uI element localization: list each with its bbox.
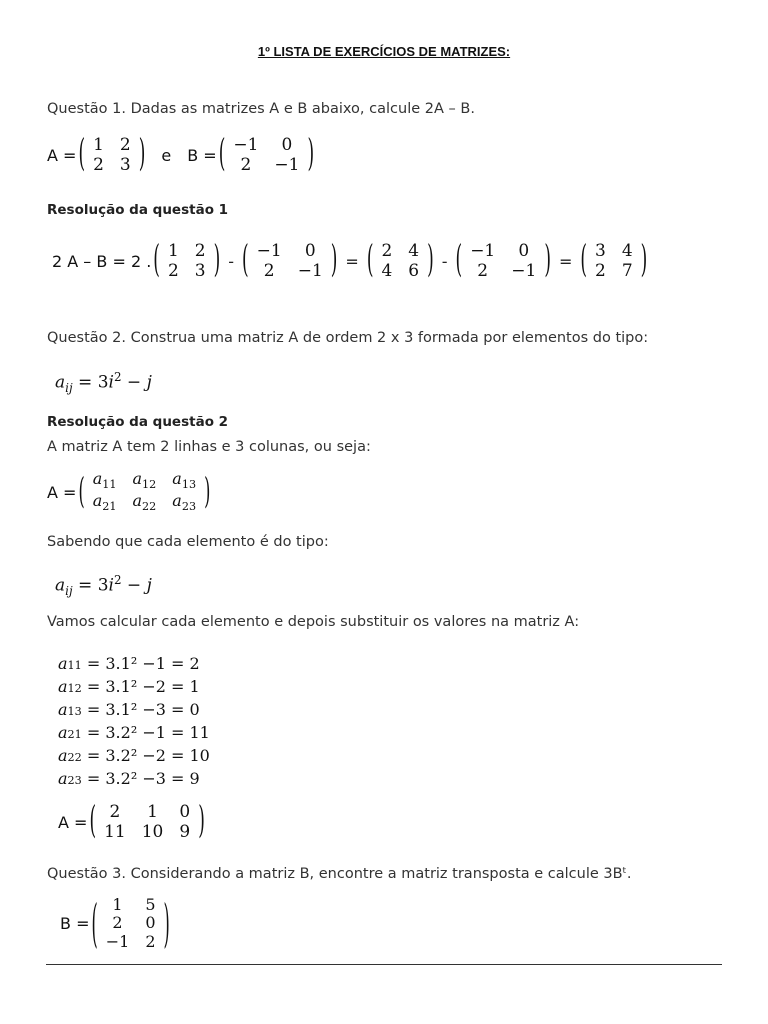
matrix-cell: 2 [263,260,275,281]
left-paren: ( [580,238,587,283]
left-paren: ( [89,799,97,844]
right-paren: ) [204,470,211,512]
res-matrix-3 [366,238,434,283]
left-paren: ( [78,470,85,512]
element-calculation-row: a 21 = 3.2² −1 = 11 [58,723,210,742]
matrix-cell: 0 [518,241,530,261]
matrix-b-3x2 [91,891,170,953]
right-paren: ) [198,799,205,844]
res-matrix-4 [455,238,551,283]
question-1-matrices [47,132,316,177]
calculation-text: Vamos calcular cada elemento e depois substituir os valores na matriz A: [47,614,580,630]
formula-aij-repeat: $a_{ij} = 3i^2 - j$ [55,573,152,599]
matrix-cell: 7 [621,260,633,281]
result-matrix-label: A = [58,813,88,833]
res-matrix-5 [580,238,648,283]
generic-matrix-equation [47,470,212,514]
matrix-cell: 1 [93,135,104,155]
matrix-cell: −1 [297,260,323,281]
right-paren: ) [427,238,434,283]
matrix-cell: 2 [381,241,393,261]
left-paren: ( [218,132,226,177]
conjunction-e: e [161,146,172,166]
matrix-cell: 2 [595,260,606,281]
matrix-cell: 1 [167,241,179,261]
matrix-cell: 2 [477,260,489,281]
equals-sign: = [345,252,359,272]
resolution-1-equation [52,238,649,283]
right-paren: ) [163,891,170,953]
left-paren: ( [78,132,86,177]
matrix-cell: 3 [119,154,131,175]
question-2-statement: Questão 2. Construa uma matriz A de ordem 2 x 3 formada por elementos do tipo: [47,330,649,346]
matrix-cell: −1 [256,241,282,261]
matrix-cell: −1 [274,154,300,175]
right-paren: ) [307,132,315,177]
question-1-statement: Questão 1. Dadas as matrizes A e B abaixo, calcule 2A – B. [47,101,475,117]
matrix-cell: $a_{13}$ [172,469,197,492]
element-type-text: Sabendo que cada elemento é do tipo: [47,534,329,550]
matrix-cell: −1 [105,931,130,951]
matrix-cell: 0 [179,802,191,822]
matrix-cell: 3 [194,260,206,281]
matrix-cell: −1 [511,260,537,281]
right-paren: ) [213,238,221,283]
document-title: 1º LISTA DE EXERCÍCIOS DE MATRIZES: [257,44,511,59]
matrix-cell: 2 [112,913,123,933]
left-paren: ( [153,238,160,283]
matrix-cell: 4 [621,241,633,261]
matrix-cell: 0 [281,135,293,155]
left-paren: ( [455,238,463,283]
left-paren: ( [91,891,98,953]
element-calculation-row: a 12 = 3.1² −2 = 1 [58,677,200,696]
matrix-cell: 4 [381,260,393,281]
left-paren: ( [366,238,374,283]
matrix-cell: 3 [595,241,606,261]
minus-sign: - [228,252,235,272]
result-matrix-equation [58,799,207,844]
matrix-cell: 5 [145,895,156,914]
right-paren: ) [138,132,146,177]
matrix-cell: $a_{22}$ [132,491,157,514]
matrix-cell: $a_{23}$ [172,491,197,514]
matrix-cell: 10 [141,821,164,842]
right-paren: ) [544,238,551,283]
formula-aij: $a_{ij} = 3i^2 - j$ [55,370,152,396]
matrix-cell: 1 [147,802,158,822]
res-matrix-1 [153,238,221,283]
matrix-cell: 2 [145,931,156,951]
element-calculation-row: a 22 = 3.2² −2 = 10 [58,746,210,765]
matrix-cell: −1 [233,135,259,155]
matrix-cell: $a_{11}$ [92,469,117,492]
matrix-b-label: B = [187,146,217,166]
resolution-1-heading: Resolução da questão 1 [47,202,229,218]
matrix-cell: 6 [408,260,420,281]
element-calculation-row: a 11 = 3.1² −1 = 2 [58,654,200,673]
matrix-cell: 2 [194,241,206,261]
matrix-cell: 2 [93,154,104,175]
right-paren: ) [640,238,648,283]
element-calculation-row: a 13 = 3.1² −3 = 0 [58,700,200,719]
element-calculations [58,653,210,791]
res-matrix-2 [242,238,338,283]
generic-matrix-a [78,470,210,514]
matrix-cell: 11 [104,821,126,842]
right-paren: ) [330,238,338,283]
result-matrix-a [89,799,205,844]
matrix-cell: 4 [408,241,420,261]
matrix-cell: −1 [470,241,496,261]
bottom-divider [46,964,722,965]
minus-sign: - [441,252,448,272]
matrix-cell: $a_{12}$ [132,469,157,492]
matrix-cell: 2 [109,802,121,822]
matrix-cell: 0 [145,913,156,933]
matrix-cell: 2 [240,154,252,175]
resolution-1-label: 2 A – B = 2 . [52,252,152,272]
element-calculation-row: a 23 = 3.2² −3 = 9 [58,769,200,788]
question-3-matrix [60,891,172,953]
resolution-2-heading: Resolução da questão 2 [47,414,229,430]
matrix-cell: 9 [179,821,191,842]
matrix-a-label: A = [47,146,77,166]
matrix-cell: 1 [112,895,123,914]
matrix-cell: 2 [167,260,179,281]
equals-sign: = [558,252,573,272]
matrix-cell: $a_{21}$ [92,491,117,514]
matrix-b [218,132,315,177]
question-3-statement: Questão 3. Considerando a matriz B, encontre a matriz transposta e calcule 3Bᵗ. [47,866,632,882]
matrix-a [78,132,146,177]
rows-columns-text: A matriz A tem 2 linhas e 3 colunas, ou seja: [47,439,371,455]
matrix-b-label: B = [60,914,90,934]
matrix-a-label: A = [47,482,77,502]
matrix-cell: 0 [304,241,316,261]
left-paren: ( [242,238,249,283]
matrix-cell: 2 [119,135,131,155]
